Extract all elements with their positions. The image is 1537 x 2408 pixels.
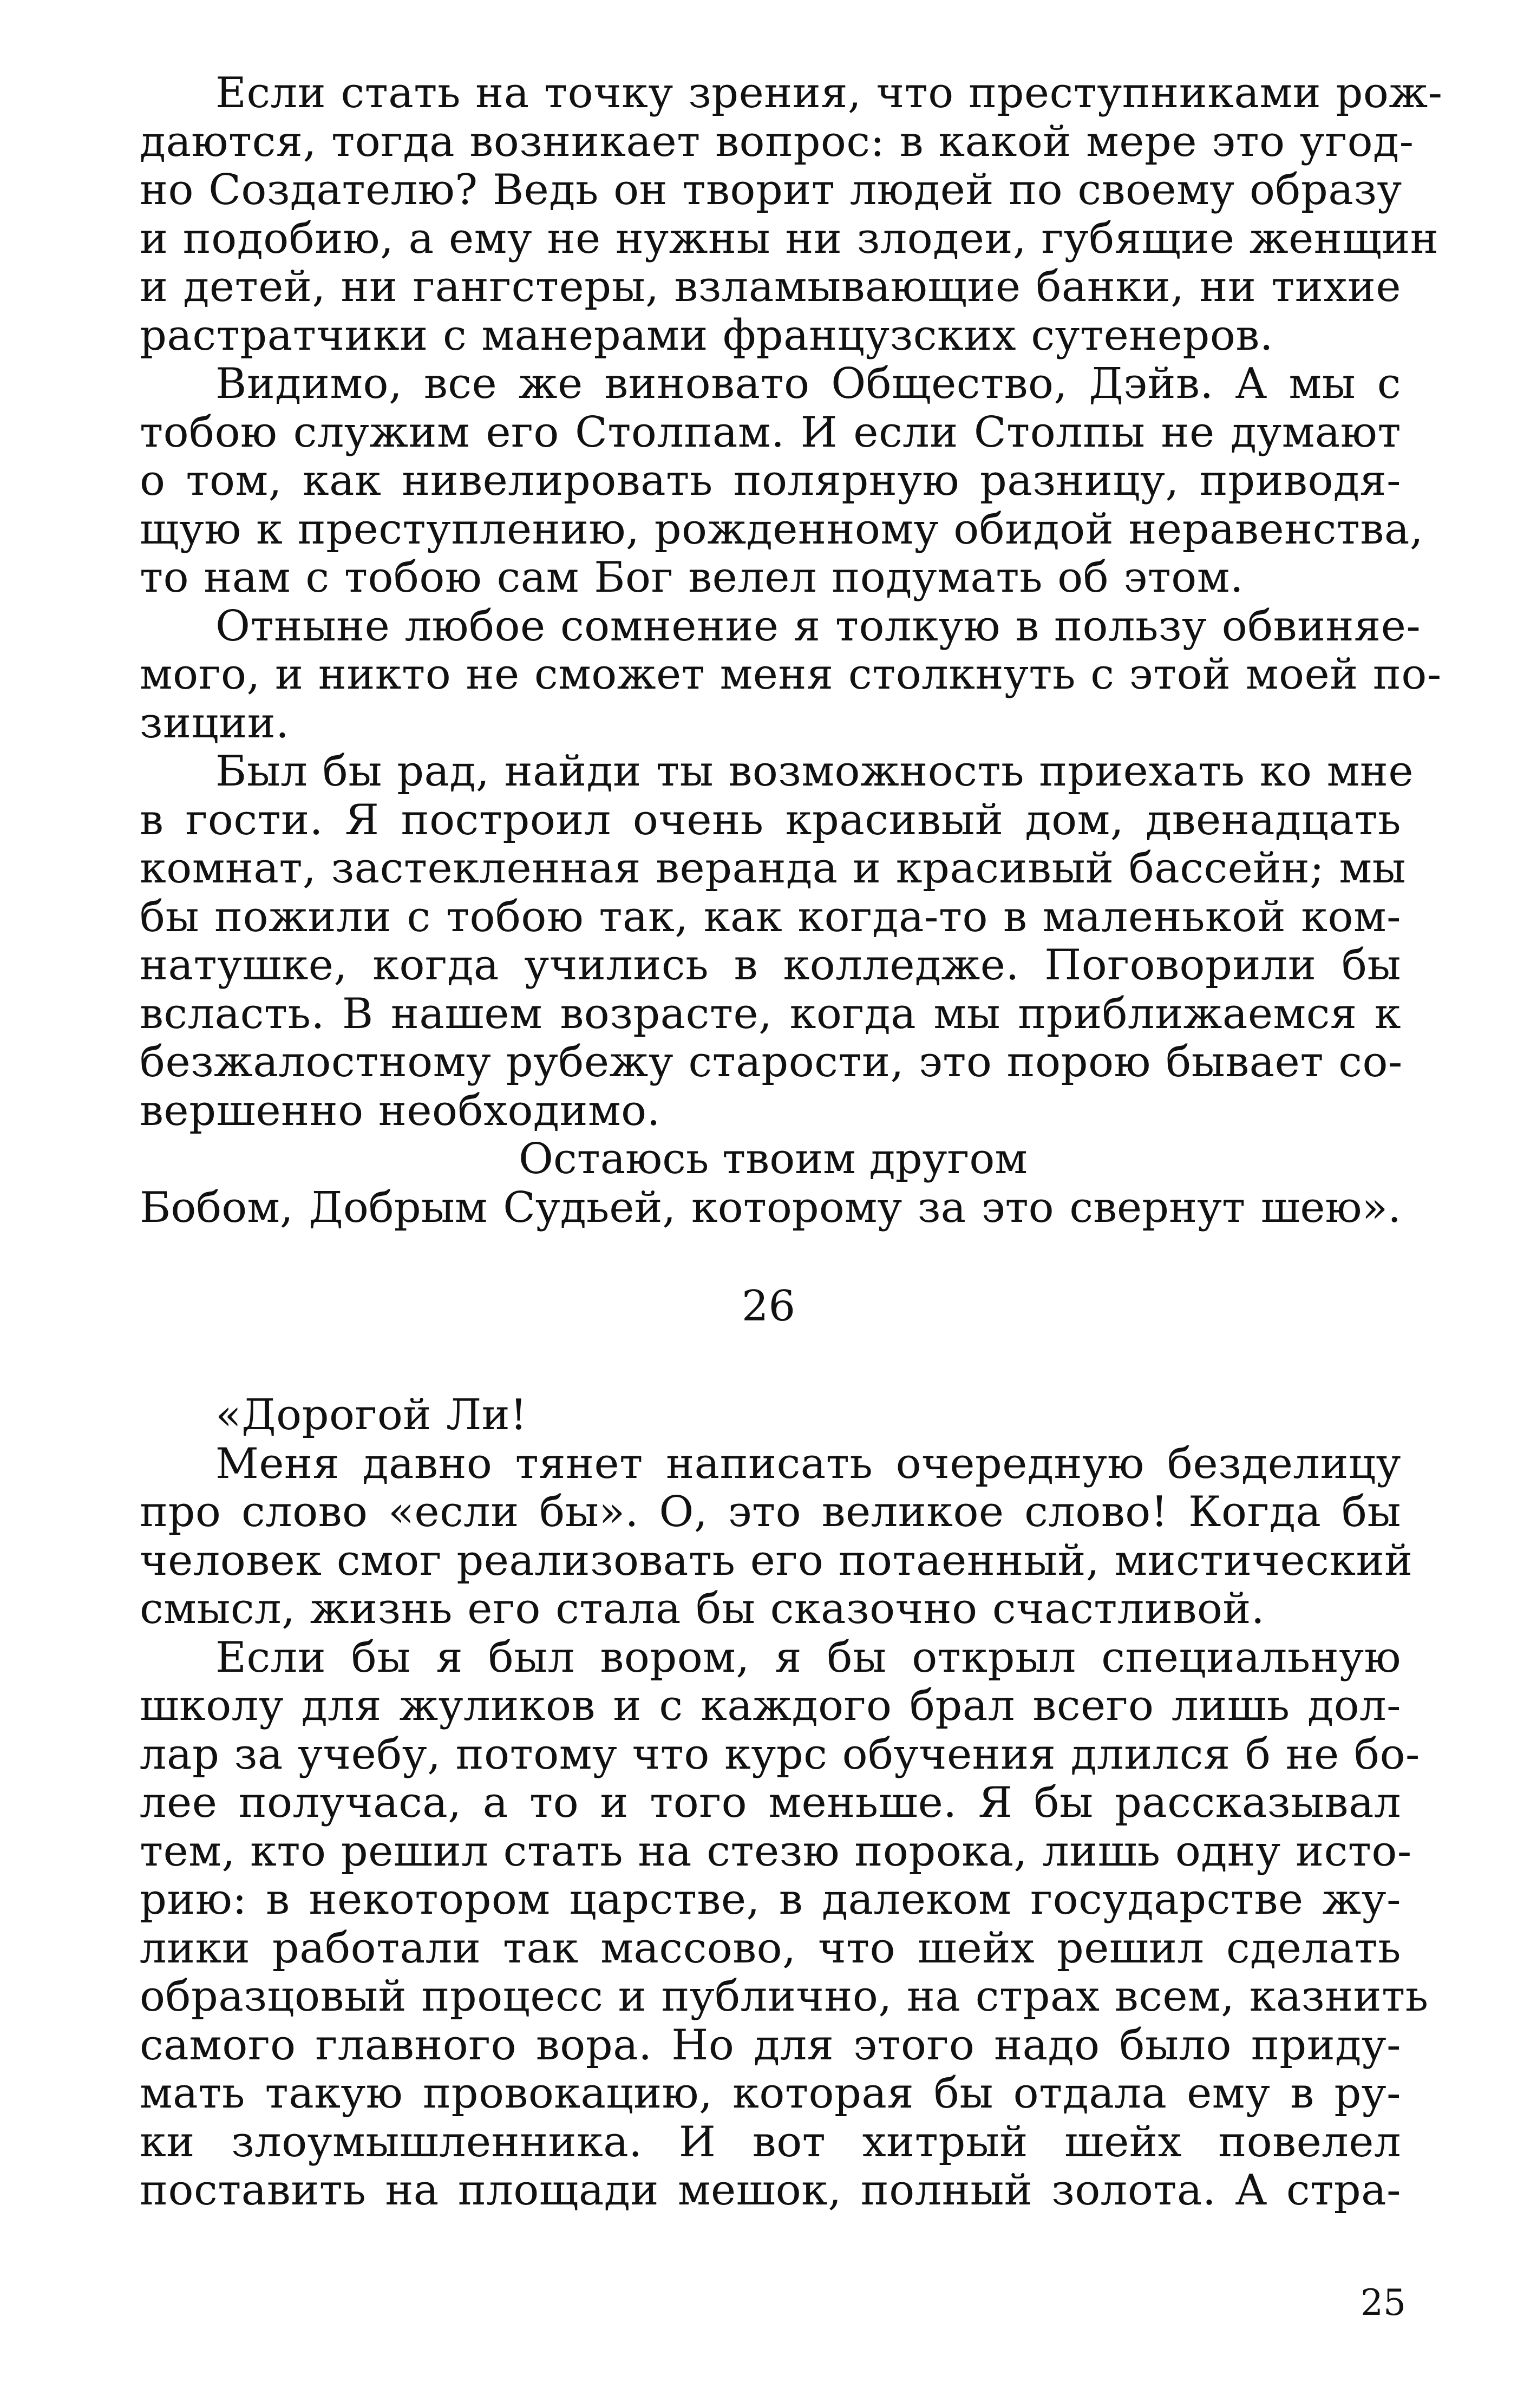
text-line: и детей, ни гангстеры, взламывающие банки, ни тихие bbox=[140, 263, 1401, 311]
text-line: безжалостному рубежу старости, это порою бывает со- bbox=[140, 1038, 1403, 1087]
text-line: всласть. В нашем возрасте, когда мы приближаемся к bbox=[140, 989, 1401, 1038]
text-line: щую к преступлению, рожденному обидой неравенства, bbox=[140, 505, 1424, 554]
text-line: лее получаса, а то и того меньше. Я бы рассказывал bbox=[140, 1778, 1401, 1827]
text-line: человек смог реализовать его потаенный, мистический bbox=[140, 1536, 1413, 1585]
text-line: лар за учебу, потому что курс обучения длился б не бо- bbox=[140, 1730, 1420, 1779]
text-line: комнат, застекленная веранда и красивый бассейн; мы bbox=[140, 844, 1407, 893]
text-line: образцовый процесс и публично, на страх всем, казнить bbox=[140, 1972, 1429, 2021]
text-line: Видимо, все же виновато Общество, Дэйв. А мы с bbox=[215, 359, 1401, 408]
text-line: смысл, жизнь его стала бы сказочно счастливой. bbox=[140, 1585, 1265, 1633]
text-line: натушке, когда учились в колледже. Поговорили бы bbox=[140, 941, 1401, 990]
text-line: Меня давно тянет написать очередную безделицу bbox=[215, 1439, 1401, 1488]
text-line: школу для жуликов и с каждого брал всего лишь дол- bbox=[140, 1681, 1401, 1730]
text-line: рию: в некотором царстве, в далеком государстве жу- bbox=[140, 1875, 1401, 1924]
paragraph-block-bottom bbox=[140, 1391, 1429, 2215]
text-line: самого главного вора. Но для этого надо было приду- bbox=[140, 2020, 1401, 2070]
text-line: Если бы я был вором, я бы открыл специальную bbox=[215, 1633, 1401, 1682]
text-line: тобою служим его Столпам. И если Столпы не думают bbox=[140, 408, 1401, 457]
text-line: то нам с тобою сам Бог велел подумать об этом. bbox=[140, 553, 1244, 602]
letter-continuation bbox=[140, 69, 1443, 1232]
text-line: «Дорогой Ли! bbox=[215, 1391, 528, 1439]
text-line: лики работали так массово, что шейх решил сделать bbox=[140, 1923, 1401, 1973]
text-line: поставить на площади мешок, полный золота. А стра- bbox=[140, 2166, 1401, 2215]
paragraph-block-top bbox=[140, 69, 1443, 1135]
text-line: и подобию, а ему не нужны ни злодеи, губящие женщин bbox=[140, 214, 1439, 263]
text-line: о том, как нивелировать полярную разницу, приводя- bbox=[140, 456, 1401, 505]
text-line: Если стать на точку зрения, что преступниками рож- bbox=[215, 69, 1443, 117]
page-number: 25 bbox=[1361, 2282, 1406, 2324]
text-line: ки злоумышленника. И вот хитрый шейх повелел bbox=[140, 2117, 1401, 2167]
text-line: про слово «если бы». О, это великое слово! Когда бы bbox=[140, 1488, 1401, 1536]
text-line: даются, тогда возникает вопрос: в какой мере это угод- bbox=[140, 117, 1414, 166]
signature-block bbox=[140, 1135, 1401, 1232]
signature-line-1: Остаюсь твоим другом bbox=[519, 1135, 1028, 1183]
chapter-26-text bbox=[140, 1391, 1429, 2215]
text-line: зиции. bbox=[140, 698, 290, 748]
text-line: в гости. Я построил очень красивый дом, двенадцать bbox=[140, 795, 1401, 845]
text-line: но Создателю? Ведь он творит людей по своему образу bbox=[140, 166, 1402, 214]
text-line: вершенно необходимо. bbox=[140, 1086, 660, 1135]
signature-line-2: Бобом, Добрым Судьей, которому за это свернут шею». bbox=[140, 1183, 1401, 1232]
text-line: мать такую провокацию, которая бы отдала ему в ру- bbox=[140, 2069, 1401, 2118]
text-line: Был бы рад, найди ты возможность приехать ко мне bbox=[215, 747, 1414, 796]
text-line: Отныне любое сомнение я толкую в пользу обвиняе- bbox=[215, 601, 1421, 651]
text-line: растратчики с манерами французских сутенеров. bbox=[140, 311, 1274, 360]
text-line: мого, и никто не сможет меня столкнуть с этой моей по- bbox=[140, 650, 1442, 699]
text-line: тем, кто решил стать на стезю порока, лишь одну исто- bbox=[140, 1827, 1412, 1876]
text-line: бы пожили с тобою так, как когда-то в маленькой ком- bbox=[140, 892, 1401, 941]
chapter-number: 26 bbox=[741, 1282, 796, 1331]
